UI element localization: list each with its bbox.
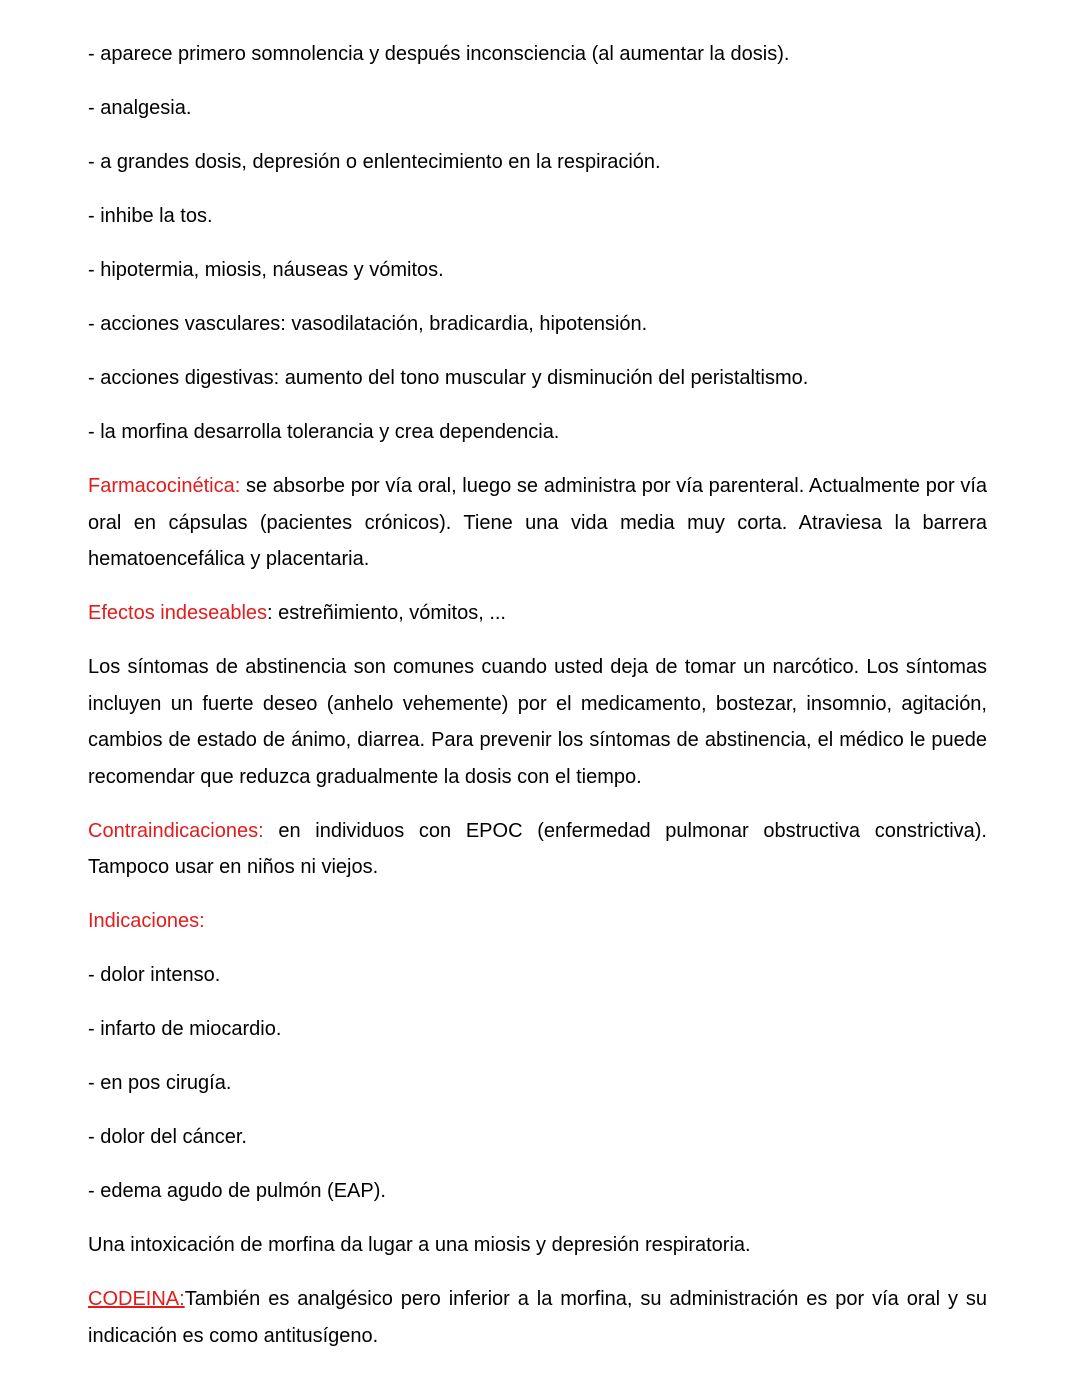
effect-item-2: - analgesia. bbox=[88, 97, 192, 119]
side-effects-paragraph bbox=[88, 595, 987, 632]
contraindications-text: en individuos con EPOC (enfermedad pulmonar obstructiva constrictiva). Tampoco usar en niños ni viejos. bbox=[88, 819, 987, 878]
effect-item-8: - la morfina desarrolla tolerancia y crea dependencia. bbox=[88, 421, 560, 443]
effect-item-7: - acciones digestivas: aumento del tono muscular y disminución del peristaltismo. bbox=[88, 367, 809, 389]
indications-heading: Indicaciones: bbox=[88, 910, 205, 932]
effect-item-4: - inhibe la tos. bbox=[88, 205, 213, 227]
side-effects-text: : estreñimiento, vómitos, ... bbox=[267, 602, 506, 624]
effect-item-5: - hipotermia, miosis, náuseas y vómitos. bbox=[88, 259, 444, 281]
effect-item-3: - a grandes dosis, depresión o enlentecimiento en la respiración. bbox=[88, 151, 661, 173]
contraindications-heading: Contraindicaciones: bbox=[88, 819, 264, 842]
codeine-text: También es analgésico pero inferior a la morfina, su administración es por vía oral y su indicación es como antitusígeno. bbox=[88, 1288, 987, 1347]
contraindications-paragraph bbox=[88, 813, 987, 886]
indication-item-2: - infarto de miocardio. bbox=[88, 1018, 282, 1040]
pharmacokinetics-heading: Farmacocinética: bbox=[88, 475, 241, 497]
effect-item-6: - acciones vasculares: vasodilatación, bradicardia, hipotensión. bbox=[88, 313, 648, 335]
pharmacokinetics-text: se absorbe por vía oral, luego se administra por vía parenteral. Actualmente por vía oral en cápsulas (pacientes crónicos). Tiene una vida media muy corta. Atraviesa la barrera hematoencefálica y placentaria. bbox=[88, 475, 987, 570]
side-effects-heading: Efectos indeseables bbox=[88, 602, 268, 624]
indication-item-1: - dolor intenso. bbox=[88, 964, 221, 986]
codeine-paragraph bbox=[88, 1281, 987, 1354]
pharmacokinetics-paragraph bbox=[88, 468, 987, 578]
indication-item-5: - edema agudo de pulmón (EAP). bbox=[88, 1180, 386, 1202]
indication-item-3: - en pos cirugía. bbox=[88, 1072, 232, 1094]
codeine-heading: CODEINA: bbox=[88, 1288, 185, 1310]
effect-item-1: - aparece primero somnolencia y después inconsciencia (al aumentar la dosis). bbox=[88, 43, 790, 65]
indication-item-4: - dolor del cáncer. bbox=[88, 1126, 247, 1148]
intoxication-paragraph: Una intoxicación de morfina da lugar a una miosis y depresión respiratoria. bbox=[88, 1234, 751, 1256]
withdrawal-paragraph: Los síntomas de abstinencia son comunes cuando usted deja de tomar un narcótico. Los síntomas incluyen un fuerte deseo (anhelo vehemente) por el medicamento, bostezar, insomnio, agitación, cambios de estado de ánimo, diarrea. Para prevenir los síntomas de abstinencia, el médico le puede recomendar que reduzca gradualmente la dosis con el tiempo. bbox=[88, 656, 987, 788]
